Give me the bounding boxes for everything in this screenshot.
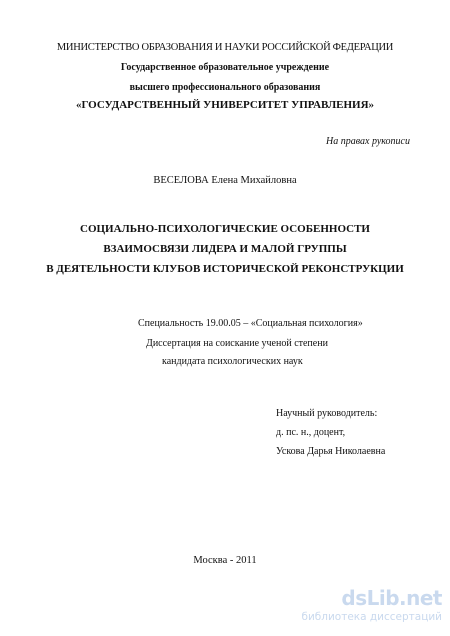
dslib-logo: dsLib.net: [341, 586, 442, 610]
supervisor-label: Научный руководитель:: [276, 408, 378, 419]
dissertation-title-line-2: ВЗАИМОСВЯЗИ ЛИДЕРА И МАЛОЙ ГРУППЫ: [103, 243, 347, 255]
city-year: Москва - 2011: [193, 555, 257, 566]
manuscript-note: На правах рукописи: [326, 136, 410, 147]
dissertation-title-line-1: СОЦИАЛЬНО-ПСИХОЛОГИЧЕСКИЕ ОСОБЕННОСТИ: [80, 223, 370, 235]
specialty-line: Специальность 19.00.05 – «Социальная психология»: [138, 318, 363, 329]
supervisor-degree: д. пс. н., доцент,: [276, 427, 346, 438]
supervisor-name: Ускова Дарья Николаевна: [276, 446, 386, 457]
ministry-heading: МИНИСТЕРСТВО ОБРАЗОВАНИЯ И НАУКИ РОССИЙСКОЙ ФЕДЕРАЦИИ: [56, 42, 394, 53]
author-name: ВЕСЕЛОВА Елена Михайловна: [153, 175, 297, 186]
degree-line-2: кандидата психологических наук: [162, 356, 303, 367]
dslib-watermark: [301, 586, 442, 630]
institution-line-1: Государственное образовательное учреждение: [120, 62, 330, 73]
dissertation-title-line-3: В ДЕЯТЕЛЬНОСТИ КЛУБОВ ИСТОРИЧЕСКОЙ РЕКОНСТРУКЦИИ: [46, 263, 404, 275]
dslib-caption: библиотека диссертаций: [301, 611, 442, 623]
institution-line-2: высшего профессионального образования: [129, 82, 321, 93]
degree-line-1: Диссертация на соискание ученой степени: [146, 338, 328, 349]
university-name: «ГОСУДАРСТВЕННЫЙ УНИВЕРСИТЕТ УПРАВЛЕНИЯ»: [75, 99, 375, 111]
